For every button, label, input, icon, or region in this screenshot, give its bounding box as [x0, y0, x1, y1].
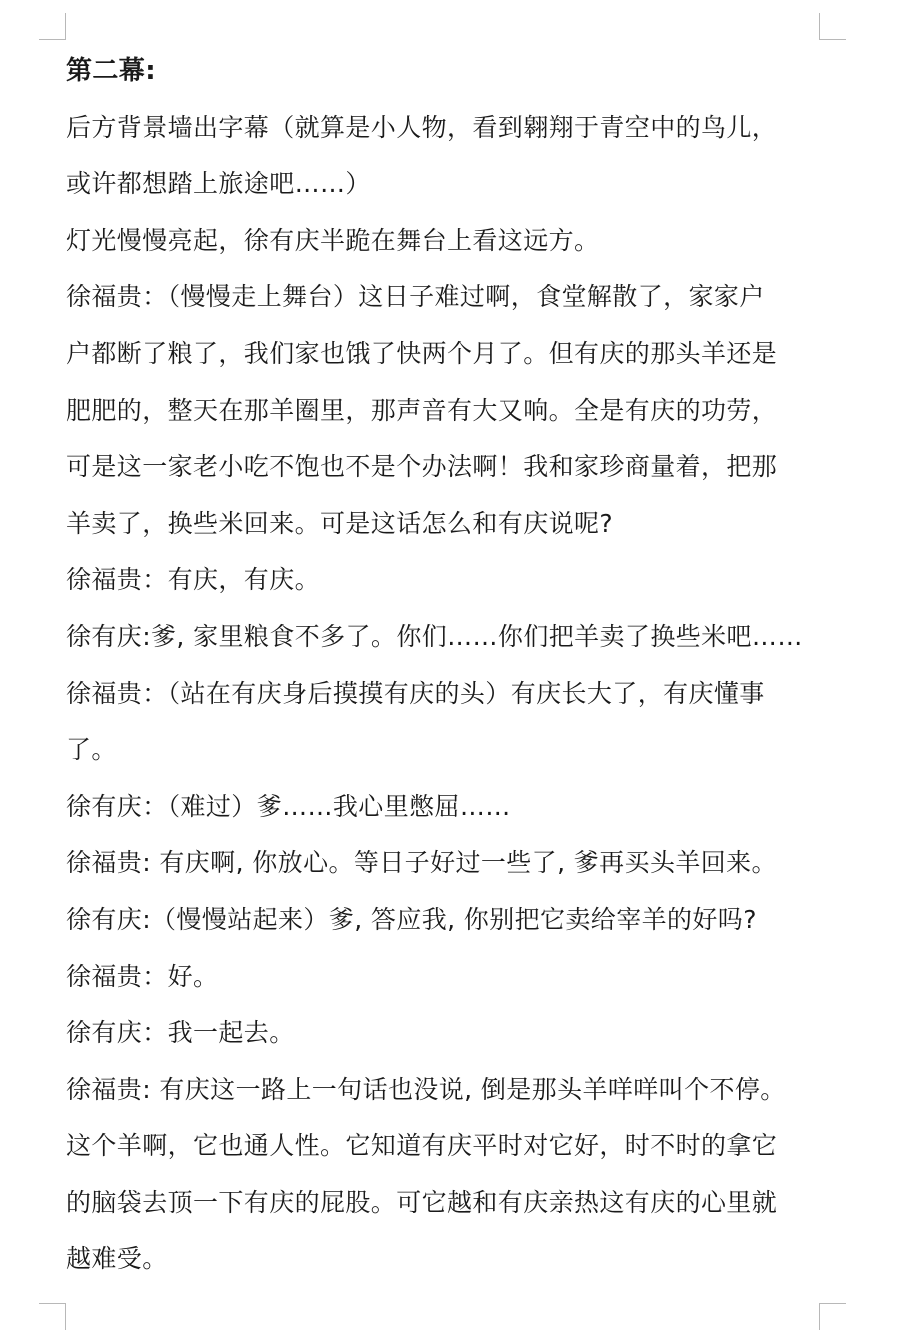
- text-line: 徐福贵: 有庆啊, 你放心。等日子好过一些了, 爹再买头羊回来。: [66, 848, 777, 878]
- text-line: 徐福贵：（慢慢走上舞台）这日子难过啊，食堂解散了，家家户: [66, 282, 765, 312]
- page-corner-mark-top-right: [819, 13, 846, 40]
- text-line: 徐有庆：（难过）爹……我心里憋屈……: [66, 791, 511, 821]
- page-corner-mark-bottom-right: [819, 1303, 846, 1330]
- text-line: 羊卖了，换些米回来。可是这话怎么和有庆说呢?: [66, 508, 614, 538]
- text-line: 户都断了粮了，我们家也饿了快两个月了。但有庆的那头羊还是: [66, 338, 778, 368]
- text-line: 徐福贵：好。: [66, 961, 219, 991]
- text-line: 徐有庆:爹, 家里粮食不多了。你们……你们把羊卖了换些米吧……: [66, 621, 803, 651]
- page-corner-mark-bottom-left: [39, 1303, 66, 1330]
- scene-heading: 第二幕:: [66, 56, 156, 86]
- text-line: 徐有庆：我一起去。: [66, 1018, 295, 1048]
- text-line: 徐有庆:（慢慢站起来）爹, 答应我, 你别把它卖给宰羊的好吗?: [66, 904, 757, 934]
- text-line: 的脑袋去顶一下有庆的屁股。可它越和有庆亲热这有庆的心里就: [66, 1187, 778, 1217]
- text-line: 这个羊啊，它也通人性。它知道有庆平时对它好，时不时的拿它: [66, 1131, 778, 1161]
- text-line: 徐福贵：有庆，有庆。: [66, 565, 321, 595]
- text-line: 越难受。: [66, 1244, 168, 1274]
- text-line: 可是这一家老小吃不饱也不是个办法啊！我和家珍商量着，把那: [66, 452, 778, 482]
- text-line: 灯光慢慢亮起，徐有庆半跪在舞台上看这远方。: [66, 225, 600, 255]
- text-line: 徐福贵：（站在有庆身后摸摸有庆的头）有庆长大了，有庆懂事: [66, 678, 765, 708]
- text-line: 或许都想踏上旅途吧……）: [66, 169, 371, 199]
- text-line: 后方背景墙出字幕（就算是小人物，看到翱翔于青空中的鸟儿，: [66, 112, 778, 142]
- page-corner-mark-top-left: [39, 13, 66, 40]
- text-line: 了。: [66, 735, 117, 765]
- text-line: 徐福贵: 有庆这一路上一句话也没说, 倒是那头羊咩咩叫个不停。: [66, 1074, 786, 1104]
- text-line: 肥肥的，整天在那羊圈里，那声音有大又响。全是有庆的功劳，: [66, 395, 778, 425]
- document-body: [66, 43, 826, 1288]
